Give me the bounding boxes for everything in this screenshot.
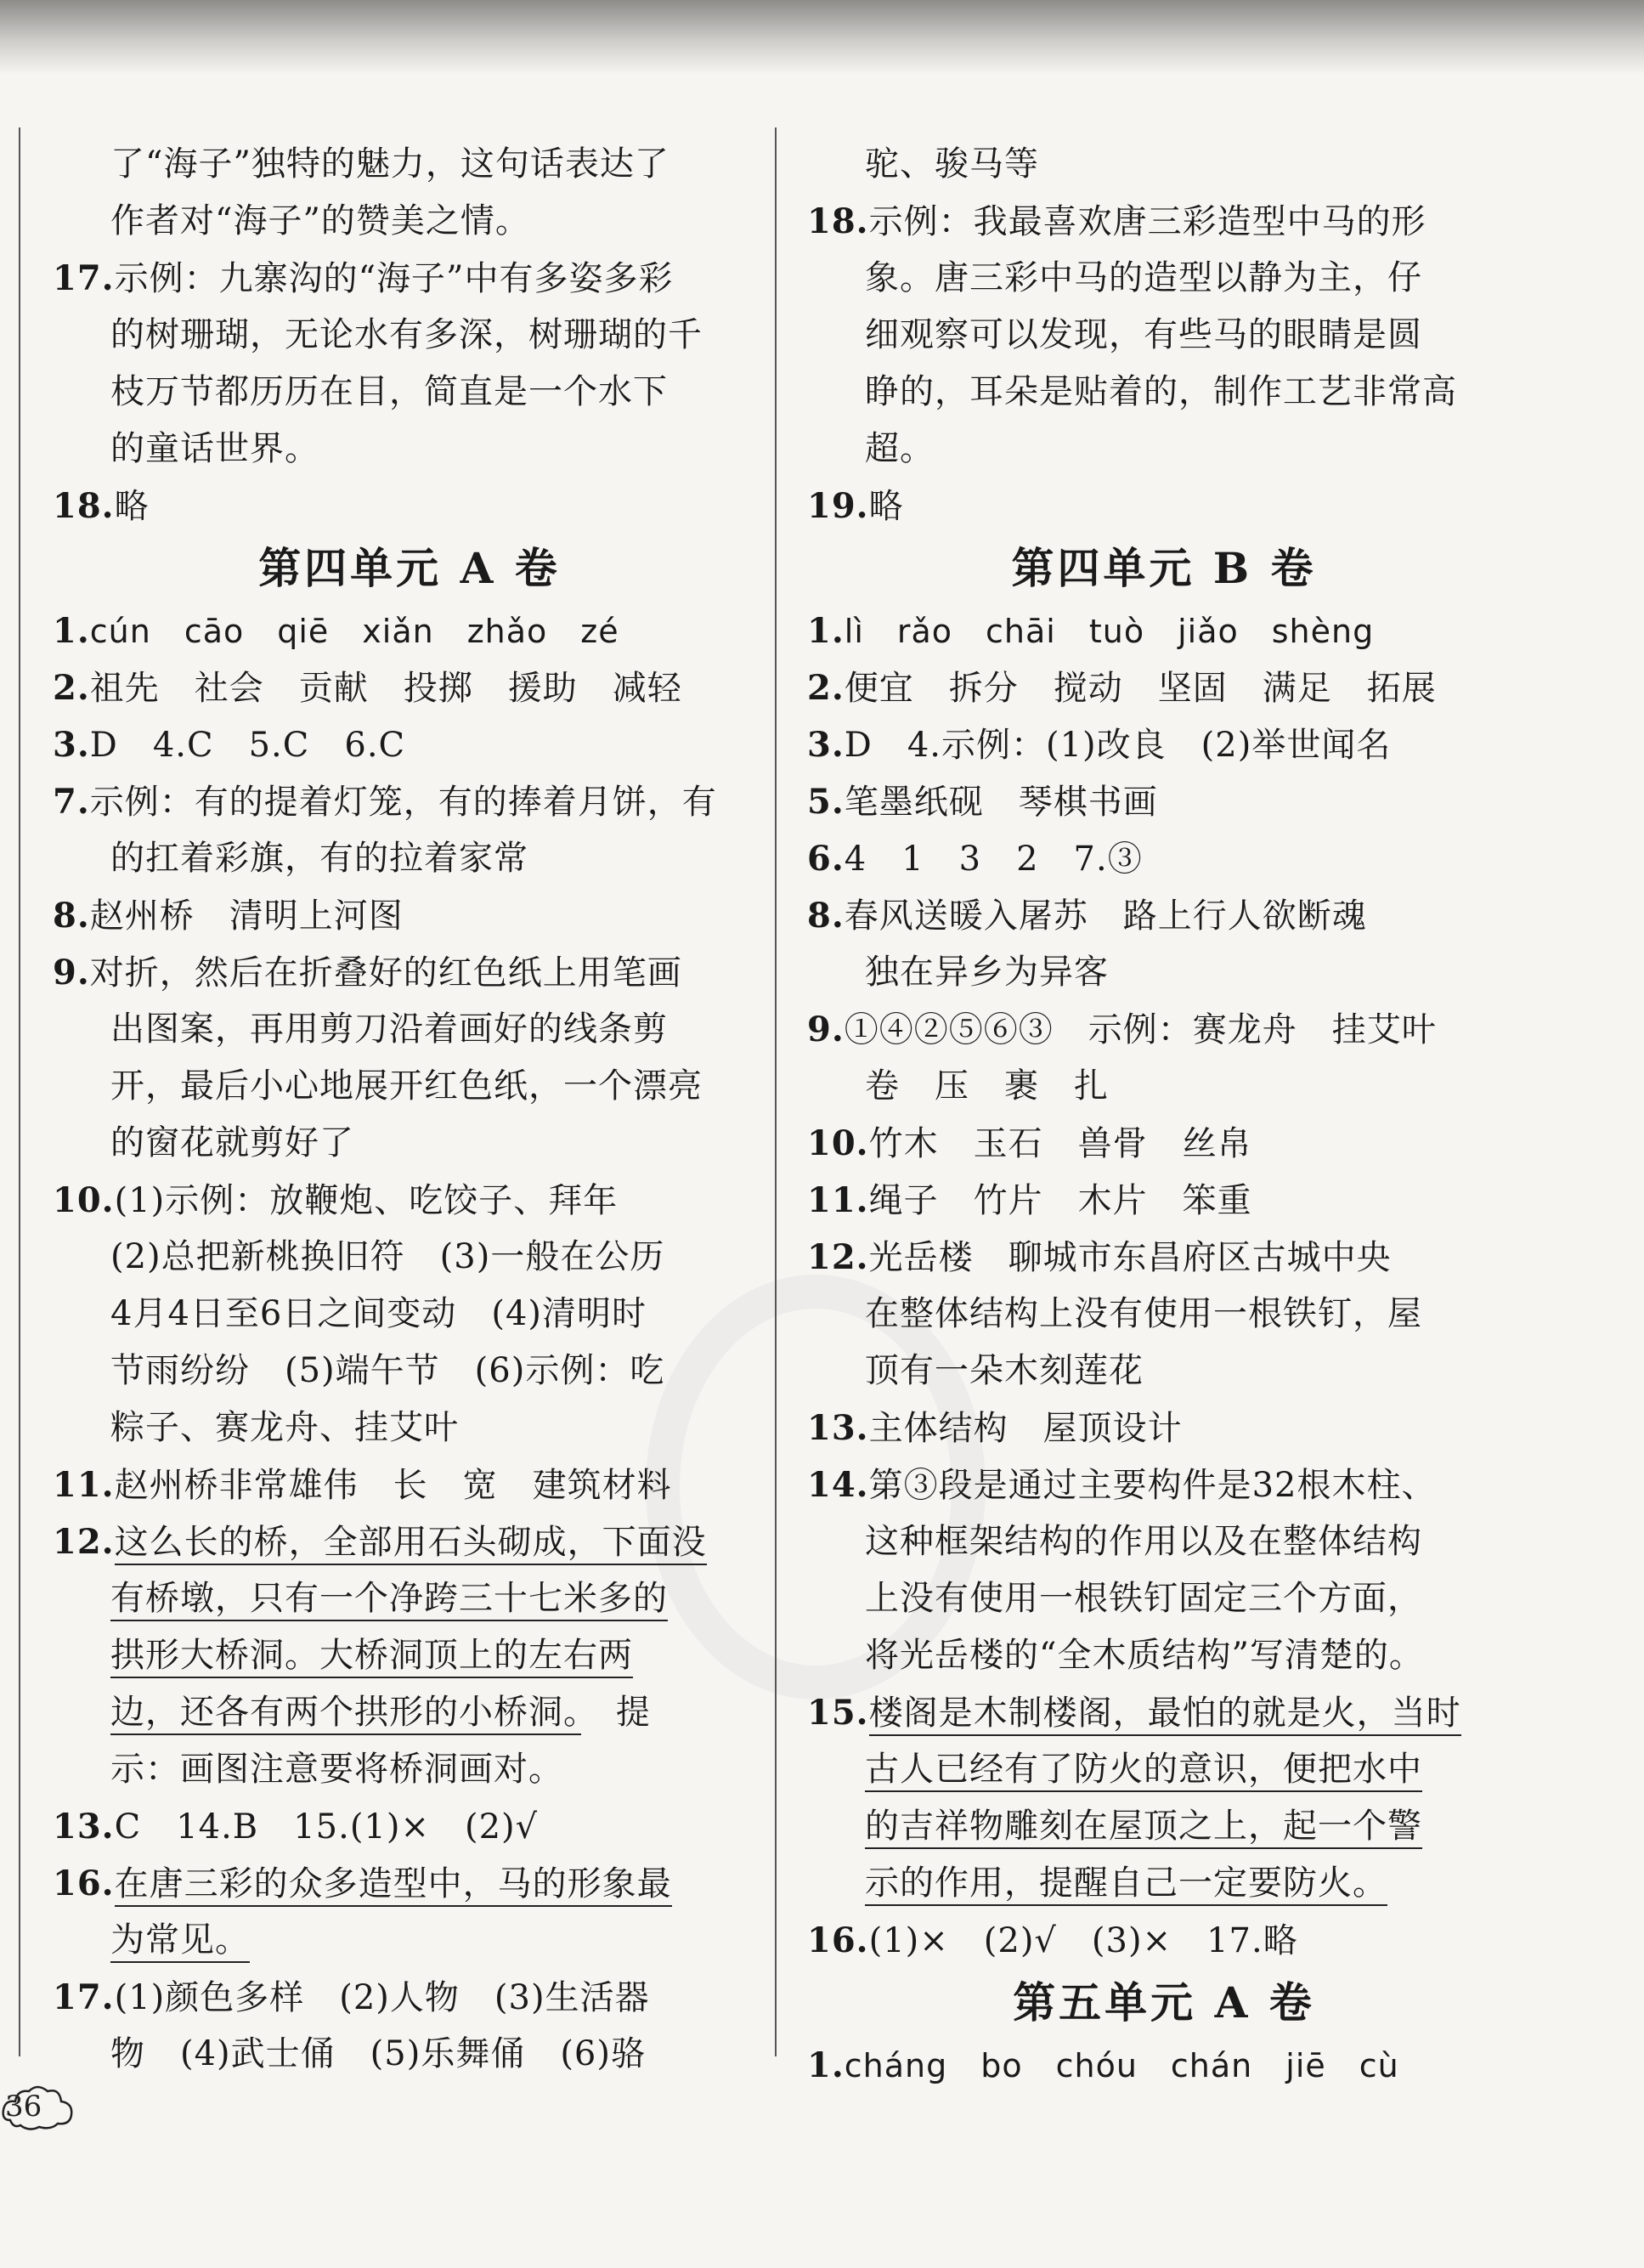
item-number: 19. (807, 486, 869, 526)
answer-text: 主体结构 屋顶设计 (868, 1409, 1183, 1448)
item-number: 16. (807, 1920, 869, 1960)
answer-text: 这么长的桥，全部用石头砌成，下面没 (115, 1523, 707, 1565)
answer-text: 象。唐三彩中马的造型以静为主，仔 (865, 258, 1422, 297)
item-number: 14. (807, 1465, 869, 1505)
item-number: 3. (53, 725, 90, 765)
item-number: 8. (807, 896, 845, 936)
answer-item (53, 1855, 766, 1912)
answer-line (807, 136, 1521, 193)
item-number: 1. (807, 611, 845, 651)
answer-line (53, 307, 766, 364)
answer-text: 祖先 社会 贡献 投掷 援助 减轻 (89, 669, 682, 708)
answer-text: 出图案，再用剪刀沿着画好的线条剪 (110, 1010, 668, 1049)
answer-line (807, 250, 1521, 307)
answer-text: 略 (114, 487, 150, 526)
answer-text: ①④②⑤⑥③ 示例：赛龙舟 挂艾叶 (844, 1010, 1437, 1049)
answer-text: 将光岳楼的“全木质结构”写清楚的。 (865, 1636, 1424, 1675)
answer-item (807, 830, 1521, 887)
page-number: 36 (5, 2090, 42, 2124)
answer-line (53, 421, 766, 478)
answer-text: 对折，然后在折叠好的红色纸上用笔画 (89, 953, 682, 993)
answer-item (807, 887, 1521, 944)
answer-suffix: 提 (581, 1693, 651, 1732)
answer-text: C 14.B 15.(1)× (2)√ (114, 1807, 539, 1847)
answer-text: 驼、骏马等 (865, 144, 1039, 184)
item-number: 1. (807, 2045, 845, 2085)
answer-line (53, 1400, 766, 1456)
right-column (807, 136, 1521, 2094)
answer-text: (1)颜色多样 (2)人物 (3)生活器 (114, 1978, 650, 2017)
left-margin-rule (19, 127, 20, 2056)
answer-line (807, 944, 1521, 1001)
answer-line (53, 136, 766, 193)
item-number: 11. (807, 1180, 869, 1220)
answer-text: D 4.C 5.C 6.C (89, 726, 406, 765)
answer-text: 古人已经有了防火的意识，便把水中 (865, 1750, 1422, 1792)
answer-line (807, 307, 1521, 364)
left-column (53, 136, 766, 2083)
answer-line (807, 1570, 1521, 1627)
answer-text: cún cāo qiē xiǎn zhǎo zé (89, 613, 619, 650)
answer-item (53, 478, 766, 534)
answer-line (53, 1343, 766, 1400)
answer-line (53, 1115, 766, 1172)
item-number: 1. (53, 611, 90, 651)
answer-line (807, 1798, 1521, 1855)
item-number: 10. (807, 1123, 869, 1163)
answer-item (807, 1912, 1521, 1969)
page-number-badge (0, 2078, 76, 2137)
answer-text: 卷 压 裹 扎 (865, 1066, 1109, 1106)
answer-text: (1)× (2)√ (3)× 17.略 (868, 1921, 1298, 1960)
item-number: 15. (807, 1693, 869, 1733)
answer-item (807, 478, 1521, 534)
answer-item (53, 1172, 766, 1229)
answer-text: 的窗花就剪好了 (110, 1123, 354, 1162)
answer-text: 物 (4)武士俑 (5)乐舞俑 (6)骆 (110, 2034, 646, 2073)
column-divider (775, 127, 777, 2056)
answer-item (53, 250, 766, 307)
answer-text: 的吉祥物雕刻在屋顶之上，起一个警 (865, 1807, 1422, 1849)
answer-text: (2)总把新桃换旧符 (3)一般在公历 (110, 1237, 665, 1276)
item-number: 2. (807, 668, 845, 708)
answer-text: 拱形大桥洞。大桥洞顶上的左右两 (110, 1636, 633, 1678)
answer-line (53, 1570, 766, 1627)
answer-text: 赵州桥 清明上河图 (89, 896, 404, 936)
answer-item (807, 2037, 1521, 2094)
top-shadow-band (0, 0, 1644, 75)
answer-text: (1)示例：放鞭炮、吃饺子、拜年 (114, 1181, 619, 1220)
answer-text: 示例：我最喜欢唐三彩造型中马的形 (868, 202, 1426, 241)
answer-text: 细观察可以发现，有些马的眼睛是圆 (865, 315, 1422, 354)
item-number: 16. (53, 1864, 115, 1903)
answer-text: 节雨纷纷 (5)端午节 (6)示例：吃 (110, 1351, 665, 1390)
answer-line (53, 1684, 766, 1741)
answer-item (53, 1513, 766, 1570)
answer-text: cháng bo chóu chán jiē cù (844, 2047, 1399, 2084)
answer-line (807, 364, 1521, 421)
item-number: 6. (807, 839, 845, 879)
answer-text: 开，最后小心地展开红色纸，一个漂亮 (110, 1066, 703, 1106)
answer-line (53, 1001, 766, 1058)
item-number: 9. (807, 1010, 845, 1049)
answer-text: lì rǎo chāi tuò jiǎo shèng (844, 613, 1375, 650)
answer-line (807, 421, 1521, 478)
answer-text: 赵州桥非常雄伟 长 宽 建筑材料 (114, 1466, 672, 1505)
answer-text: 超。 (865, 429, 935, 468)
answer-item (807, 659, 1521, 716)
answer-line (53, 1912, 766, 1969)
answer-text: 为常见。 (110, 1920, 250, 1963)
answer-item (807, 1115, 1521, 1172)
answer-text: 粽子、赛龙舟、挂艾叶 (110, 1408, 459, 1447)
answer-item (807, 773, 1521, 830)
answer-line (807, 1513, 1521, 1570)
section-heading: 第五单元 A 卷 (1013, 1977, 1315, 2028)
section-heading: 第四单元 B 卷 (1011, 543, 1317, 593)
answer-line (807, 1741, 1521, 1798)
answer-item (53, 1798, 766, 1855)
answer-line (53, 2026, 766, 2083)
section-heading: 第四单元 A 卷 (258, 543, 561, 593)
answer-text: 上没有使用一根铁钉固定三个方面， (865, 1579, 1422, 1618)
item-number: 18. (53, 486, 115, 526)
answer-item (807, 1229, 1521, 1286)
answer-text: 有桥墩，只有一个净跨三十七米多的 (110, 1579, 668, 1621)
answer-text: 示：画图注意要将桥洞画对。 (110, 1750, 563, 1789)
item-number: 12. (53, 1522, 115, 1562)
item-number: 17. (53, 1977, 115, 2017)
answer-text: 了“海子”独特的魅力，这句话表达了 (110, 144, 669, 184)
answer-text: 楼阁是木制楼阁，最怕的就是火，当时 (869, 1694, 1461, 1736)
answer-line (807, 1058, 1521, 1115)
answer-text: 笔墨纸砚 琴棋书画 (844, 783, 1158, 822)
answer-text: 睁的，耳朵是贴着的，制作工艺非常高 (865, 372, 1457, 411)
answer-line (53, 1627, 766, 1684)
answer-text: 光岳楼 聊城市东昌府区古城中央 (868, 1238, 1392, 1277)
answer-line (53, 193, 766, 250)
answer-text: 4 1 3 2 7.③ (844, 840, 1143, 879)
answer-line (53, 1058, 766, 1115)
item-number: 5. (807, 782, 845, 822)
answer-line (53, 1286, 766, 1343)
item-number: 13. (807, 1408, 869, 1448)
answer-text: 示例：有的提着灯笼，有的捧着月饼，有 (89, 783, 717, 822)
item-number: 10. (53, 1180, 115, 1220)
item-number: 17. (53, 258, 115, 298)
answer-item (53, 602, 766, 659)
answer-text: 示例：九寨沟的“海子”中有多姿多彩 (114, 259, 674, 298)
answer-text: 的树珊瑚，无论水有多深，树珊瑚的千 (110, 315, 703, 354)
item-number: 3. (807, 725, 845, 765)
item-number: 18. (807, 201, 869, 241)
answer-item (53, 659, 766, 716)
answer-text: 绳子 竹片 木片 笨重 (868, 1181, 1252, 1220)
item-number: 13. (53, 1807, 115, 1847)
answer-item (807, 1456, 1521, 1513)
answer-line (807, 1627, 1521, 1684)
answer-text: 在整体结构上没有使用一根铁钉，屋 (865, 1294, 1422, 1333)
answer-text: 的扛着彩旗，有的拉着家常 (110, 839, 528, 878)
answer-item (53, 1969, 766, 2026)
answer-text: 便宜 拆分 搅动 坚固 满足 拓展 (844, 669, 1437, 708)
answer-item (807, 193, 1521, 250)
answer-item (53, 773, 766, 830)
answer-item (53, 716, 766, 773)
answer-text: 作者对“海子”的赞美之情。 (110, 201, 530, 240)
answer-text: 独在异乡为异客 (865, 953, 1109, 992)
item-number: 8. (53, 896, 90, 936)
answer-line (53, 1229, 766, 1286)
answer-item (53, 1456, 766, 1513)
answer-line (53, 1741, 766, 1798)
answer-text: 略 (868, 487, 904, 526)
answer-text: 的童话世界。 (110, 429, 319, 468)
item-number: 9. (53, 953, 90, 993)
item-number: 7. (53, 782, 90, 822)
answer-line (53, 364, 766, 421)
answer-line (807, 1855, 1521, 1912)
answer-item (807, 1001, 1521, 1058)
answer-item (53, 944, 766, 1001)
answer-text: 枝万节都历历在目，简直是一个水下 (110, 372, 668, 411)
answer-text: 4月4日至6日之间变动 (4)清明时 (110, 1294, 647, 1333)
answer-text: 春风送暖入屠苏 路上行人欲断魂 (844, 896, 1367, 936)
answer-line (53, 830, 766, 887)
answer-text: 顶有一朵木刻莲花 (865, 1351, 1144, 1390)
item-number: 2. (53, 668, 90, 708)
answer-text: 这种框架结构的作用以及在整体结构 (865, 1522, 1422, 1561)
answer-text: 第③段是通过主要构件是32根木柱、 (868, 1466, 1437, 1505)
answer-line (807, 1286, 1521, 1343)
answer-text: 在唐三彩的众多造型中，马的形象最 (115, 1864, 672, 1907)
answer-item (807, 602, 1521, 659)
item-number: 11. (53, 1465, 115, 1505)
answer-text: 示的作用，提醒自己一定要防火。 (865, 1864, 1387, 1906)
answer-item (807, 716, 1521, 773)
answer-item (807, 1400, 1521, 1456)
answer-item (807, 1172, 1521, 1229)
answer-text: 边，还各有两个拱形的小桥洞。 (110, 1693, 581, 1735)
item-number: 12. (807, 1237, 869, 1277)
answer-line (807, 1343, 1521, 1400)
answer-item (807, 1684, 1521, 1741)
answer-text: 竹木 玉石 兽骨 丝帛 (868, 1124, 1252, 1163)
answer-item (53, 887, 766, 944)
answer-text: D 4.示例：(1)改良 (2)举世闻名 (844, 726, 1392, 765)
